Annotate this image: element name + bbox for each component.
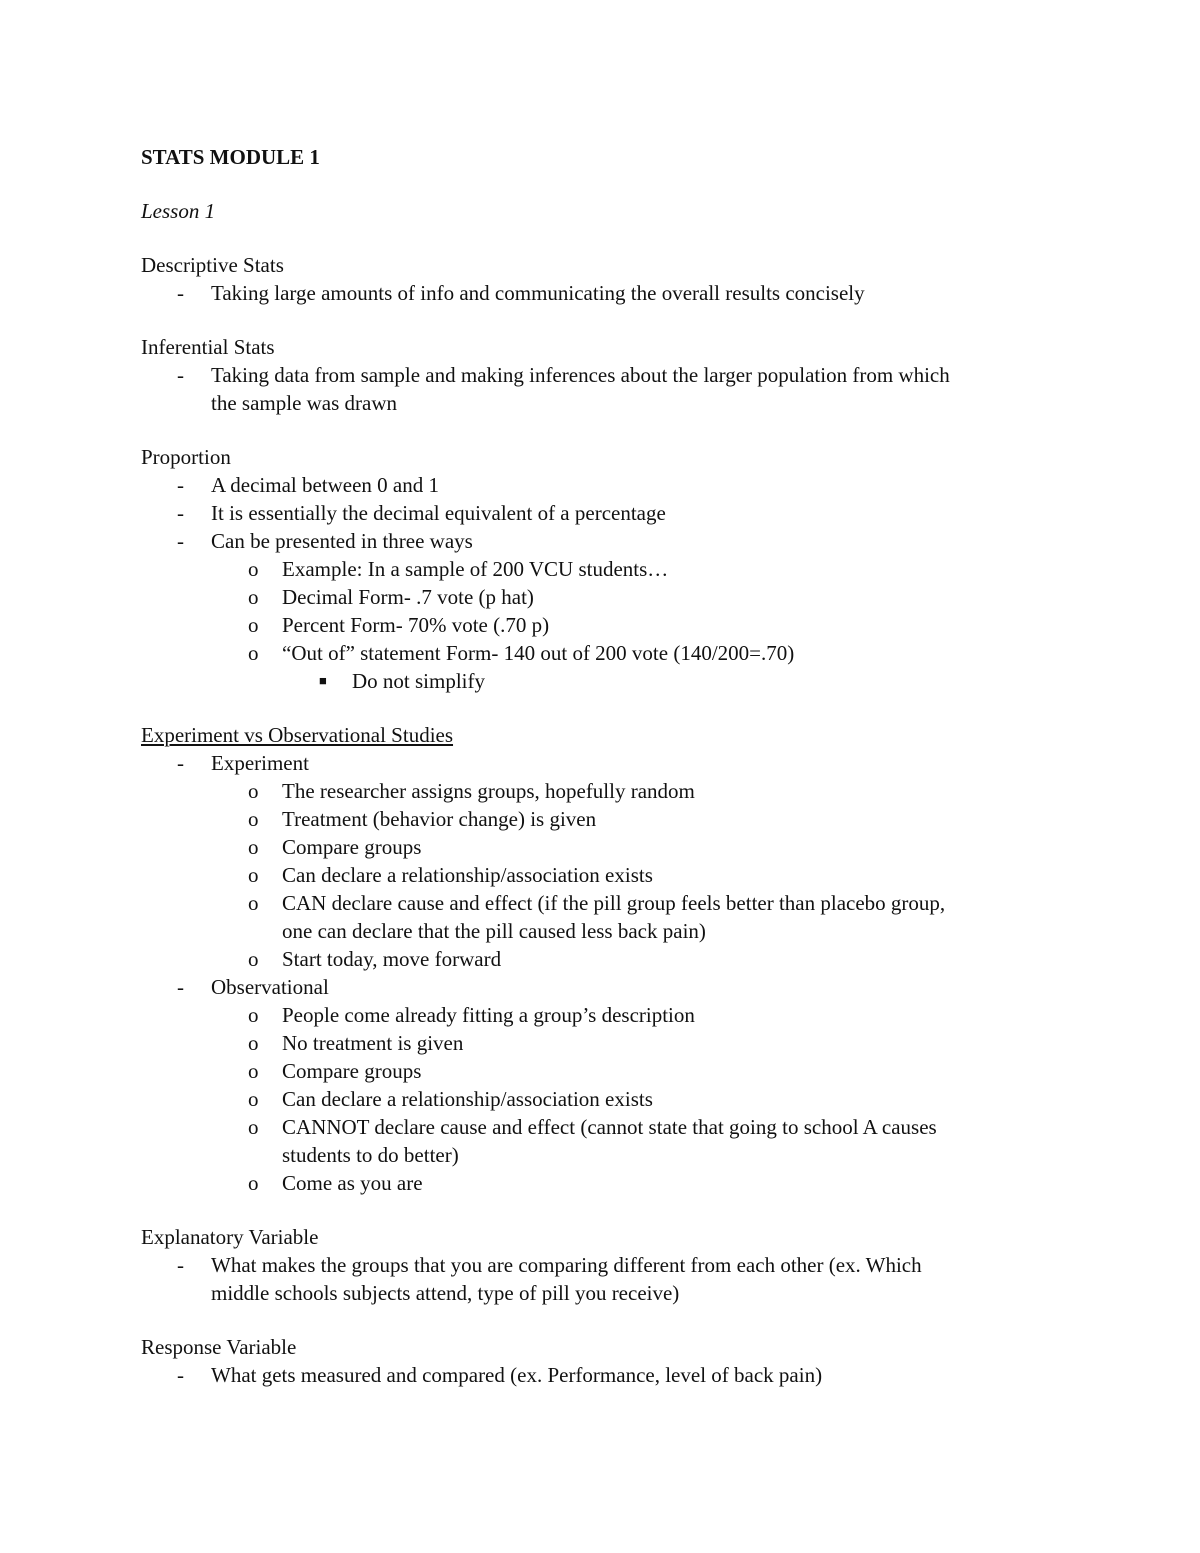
dash-bullet: - [177,975,184,999]
sub-list-item [141,777,1061,805]
page-title: STATS MODULE 1 [141,145,320,169]
section-heading: Response Variable [141,1335,297,1359]
list-item-text: The researcher assigns groups, hopefully random [282,779,695,803]
sub-list-item [141,1085,1061,1113]
list-item-text: Do not simplify [352,669,486,693]
list-item [141,527,1061,555]
list-item-continuation [141,1279,1061,1307]
list-item-text: students to do better) [282,1143,459,1167]
list-item [141,471,1061,499]
list-item-text: What gets measured and compared (ex. Performance, level of back pain) [211,1363,823,1387]
list-item-text: CAN declare cause and effect (if the pill group feels better than placebo group, [282,891,946,915]
list-item [141,499,1061,527]
circle-bullet: o [248,779,259,803]
circle-bullet: o [248,1087,259,1111]
dash-bullet: - [177,281,184,305]
circle-bullet: o [248,1003,259,1027]
circle-bullet: o [248,1031,259,1055]
section-inferential-stats [141,333,1061,417]
section-heading: Experiment vs Observational Studies [141,723,454,747]
circle-bullet: o [248,891,259,915]
list-item-text: Taking data from sample and making inferences about the larger population from which [211,363,950,387]
sub-list-item-continuation [141,1141,1061,1169]
list-item-text: the sample was drawn [211,391,398,415]
circle-bullet: o [248,641,259,665]
section-heading: Inferential Stats [141,335,275,359]
list-item-text: Experiment [211,751,309,775]
sub-list-item [141,639,1061,667]
sub-list-item-continuation [141,917,1061,945]
list-item-continuation [141,389,1061,417]
sub-list-item [141,1001,1061,1029]
list-item-text: Example: In a sample of 200 VCU students… [282,557,669,581]
list-item-text: Observational [211,975,329,999]
document-page [141,143,1061,1389]
list-item-text: What makes the groups that you are comparing different from each other (ex. Which [211,1253,922,1277]
section-heading: Proportion [141,445,231,469]
sub-list-item [141,1029,1061,1057]
list-item-text: Can declare a relationship/association exists [282,863,653,887]
list-item-text: Compare groups [282,1059,422,1083]
list-item-text: Treatment (behavior change) is given [282,807,597,831]
section-response-variable [141,1333,1061,1389]
circle-bullet: o [248,613,259,637]
sub-sub-list-item [141,667,1061,695]
list-item [141,1361,1061,1389]
circle-bullet: o [248,1115,259,1139]
dash-bullet: - [177,363,184,387]
list-item-text: People come already fitting a group’s description [282,1003,695,1027]
sub-list-item [141,833,1061,861]
lesson-label: Lesson 1 [141,199,216,223]
sub-list-item [141,945,1061,973]
list-item-text: No treatment is given [282,1031,464,1055]
list-item [141,279,1061,307]
section-descriptive-stats [141,251,1061,307]
circle-bullet: o [248,947,259,971]
list-item-text: A decimal between 0 and 1 [211,473,440,497]
sub-list-item [141,611,1061,639]
dash-bullet: - [177,501,184,525]
list-item-text: Come as you are [282,1171,423,1195]
circle-bullet: o [248,863,259,887]
dash-bullet: - [177,751,184,775]
section-proportion [141,443,1061,695]
list-item-text: Compare groups [282,835,422,859]
circle-bullet: o [248,807,259,831]
list-item-text: It is essentially the decimal equivalent of a percentage [211,501,666,525]
section-heading: Explanatory Variable [141,1225,319,1249]
sub-list-item [141,1057,1061,1085]
sub-list-item [141,805,1061,833]
sub-list-item [141,1113,1061,1141]
square-bullet: ■ [319,673,327,688]
list-item-text: Start today, move forward [282,947,502,971]
sub-list-item [141,1169,1061,1197]
sub-list-item [141,555,1061,583]
list-item-text: middle schools subjects attend, type of pill you receive) [211,1281,680,1305]
list-item-text: “Out of” statement Form- 140 out of 200 vote (140/200=.70) [282,641,795,665]
list-item-text: Taking large amounts of info and communicating the overall results concisely [211,281,865,305]
list-item-text: Can be presented in three ways [211,529,473,553]
dash-bullet: - [177,1363,184,1387]
list-item-text: Can declare a relationship/association exists [282,1087,653,1111]
sub-list-item [141,889,1061,917]
circle-bullet: o [248,585,259,609]
circle-bullet: o [248,557,259,581]
list-item [141,973,1061,1001]
circle-bullet: o [248,1171,259,1195]
list-item-text: Percent Form- 70% vote (.70 p) [282,613,550,637]
list-item-text: Decimal Form- .7 vote (p hat) [282,585,534,609]
section-explanatory-variable [141,1223,1061,1307]
sub-list-item [141,583,1061,611]
list-item-text: CANNOT declare cause and effect (cannot state that going to school A causes [282,1115,937,1139]
dash-bullet: - [177,529,184,553]
dash-bullet: - [177,1253,184,1277]
dash-bullet: - [177,473,184,497]
section-heading: Descriptive Stats [141,253,284,277]
list-item [141,361,1061,389]
section-experiment-vs-observational [141,721,1061,1197]
sub-list-item [141,861,1061,889]
circle-bullet: o [248,835,259,859]
circle-bullet: o [248,1059,259,1083]
list-item [141,749,1061,777]
list-item-text: one can declare that the pill caused less back pain) [282,919,706,943]
list-item [141,1251,1061,1279]
